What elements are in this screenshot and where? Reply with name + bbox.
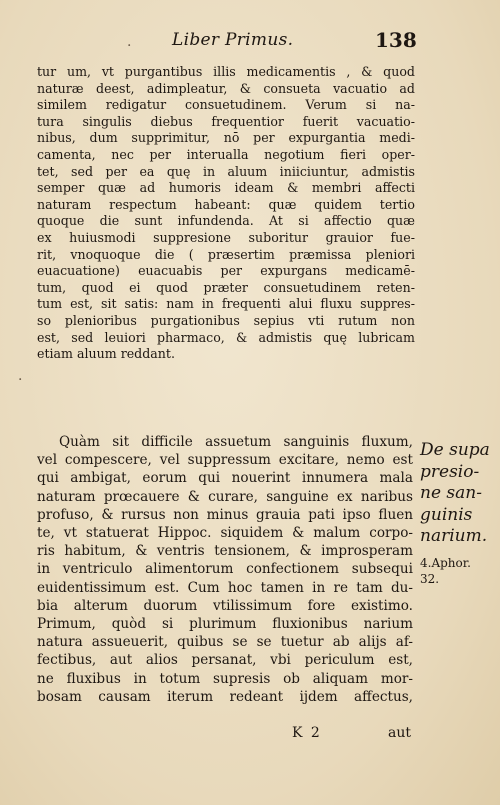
text-line: quoque die sunt infundenda. At si affectio quæ (37, 213, 415, 229)
marginal-line: De supa (420, 440, 490, 460)
text-line: so plenioribus purgationibus sepius vti rutum non (37, 312, 415, 328)
text-line: ex huiusmodi suppresione suboritur grauior fue- (37, 229, 415, 245)
text-line: tum est, sit satis: nam in frequenti alui fluxu suppres- (37, 296, 415, 312)
text-line: bia alterum duorum vtilissimum fore existimo. (37, 597, 413, 614)
text-line: ne fluxibus in totum supresis ob aliquam mor- (37, 670, 413, 687)
marginal-line: presio- (420, 461, 480, 482)
text-line: te, vt statuerat Hippoc. siquidem & malum corpo- (37, 525, 413, 542)
text-line: qui ambigat, eorum qui nouerint innumera mala (37, 470, 413, 487)
marginal-reference (420, 555, 471, 587)
text-line: semper quæ ad humoris ideam & membri affecti (37, 180, 415, 196)
text-line: in ventriculo alimentorum confectionem subsequi (37, 561, 413, 578)
running-head: Liber Primus. (172, 30, 294, 50)
text-line: naturæ deest, adimpleatur, & consueta vacuatio ad (37, 80, 415, 96)
paragraph-1 (37, 64, 415, 363)
text-line: Quàm sit difficile assuetum sanguinis fluxum, (59, 434, 413, 450)
text-line: naturam prœcauere & curare, sanguine ex naribus (37, 488, 413, 505)
page-number: 138 (375, 28, 417, 52)
reference-line: 32. (420, 572, 440, 586)
paragraph-2 (37, 433, 413, 706)
text-line: fectibus, aut alios persanat, vbi periculum est, (37, 652, 413, 669)
text-line: nibus, dum supprimitur, nō per expurgantia medi- (37, 130, 415, 146)
catchword: aut (388, 725, 411, 741)
text-line: natura assueuerit, quibus se se tuetur ab alijs af- (37, 634, 413, 651)
ink-mark-margin: · (18, 372, 23, 388)
text-line: naturam respectum habeant: quæ quidem tertio (37, 196, 415, 212)
text-line: tum, quod ei quod præter consuetudinem reten- (37, 279, 415, 295)
text-line: tura singulis diebus frequentior fuerit vacuatio- (37, 113, 415, 129)
text-line: camenta, nec per interualla negotium fieri oper- (37, 146, 415, 162)
text-line: ris habitum, & ventris tensionem, & improsperam (37, 543, 413, 560)
marginal-line: guinis (420, 504, 473, 525)
marginal-note (420, 440, 498, 548)
text-line: euacuatione) euacuabis per expurgans medicamē- (37, 263, 415, 279)
text-line: similem redigatur consuetudinem. Verum si na- (37, 97, 415, 113)
text-line: euidentissimum est. Cum hoc tamen in re tam du- (37, 579, 413, 596)
ink-mark-top: · (127, 38, 132, 54)
text-line: tet, sed per ea quę in aluum iniiciuntur, admistis (37, 163, 415, 179)
text-line: etiam aluum reddant. (37, 346, 175, 362)
marginal-line: ne san- (420, 483, 482, 503)
text-line: Primum, quòd si plurimum fluxionibus narium (37, 616, 413, 633)
text-line: tur um, vt purgantibus illis medicamentis , & quod (37, 64, 415, 79)
text-line: rit, vnoquoque die ( præsertim præmissa pleniori (37, 246, 415, 262)
text-line: vel compescere, vel suppressum excitare, nemo est (37, 452, 413, 469)
reference-line: 4.Aphor. (420, 556, 471, 570)
text-line: est, sed leuiori pharmaco, & admistis quę lubricam (37, 329, 415, 345)
marginal-line: narium. (420, 526, 488, 546)
text-line: bosam causam iterum redeant ijdem affectus, (37, 688, 413, 705)
text-line: profuso, & rursus non minus grauia pati ipso fluen (37, 506, 413, 523)
signature-mark: K 2 (292, 725, 322, 741)
